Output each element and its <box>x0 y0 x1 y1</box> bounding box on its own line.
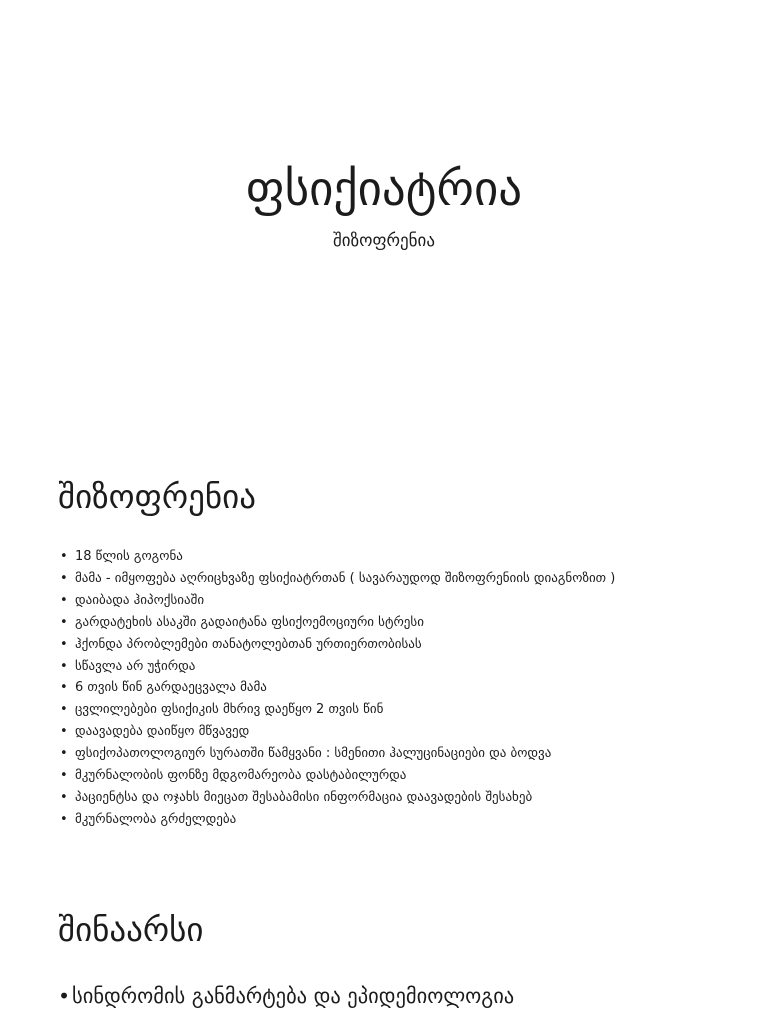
list-item <box>58 699 615 721</box>
bullet-marker: • <box>60 614 68 630</box>
list-item-text: 6 თვის წინ გარდაეცვალა მამა <box>75 680 267 696</box>
list-item <box>58 568 615 590</box>
list-item <box>58 546 615 568</box>
list-item-text: ფსიქოპათოლოგიურ სურათში წამყვანი : სმენითი ჰალუცინაციები და ბოდვა <box>75 746 552 762</box>
bullet-marker: • <box>60 724 68 740</box>
bullet-marker: • <box>60 549 68 564</box>
list-item-text: სწავლა არ უჭირდა <box>75 658 196 674</box>
bullet-marker: • <box>60 746 68 762</box>
list-item <box>58 983 514 1009</box>
list-item-text: სინდრომის განმარტება და ეპიდემიოლოგია <box>72 984 515 1008</box>
slide-title: ფსიქიატრია <box>245 162 523 217</box>
section-heading-contents: შინაარსი <box>58 910 204 949</box>
list-item-text: მკურნალობის ფონზე მდგომარეობა დასტაბილურდა <box>75 768 407 784</box>
slide-subtitle: შიზოფრენია <box>333 231 435 251</box>
bullet-marker: • <box>58 984 71 1008</box>
list-item <box>58 787 615 809</box>
bullet-marker: • <box>60 658 68 674</box>
list-item <box>58 721 615 743</box>
list-item-text: ჰქონდა პრობლემები თანატოლებთან ურთიერთობისას <box>75 636 422 652</box>
bullet-marker: • <box>60 811 68 827</box>
bullet-marker: • <box>60 636 68 652</box>
bullet-marker: • <box>60 592 68 608</box>
case-bullet-list <box>58 546 615 831</box>
list-item-text: მამა - იმყოფება აღრიცხვაზე ფსიქიატრთან ( სავარაუდოდ შიზოფრენიის დიაგნოზით ) <box>75 570 616 586</box>
list-item-text: 18 წლის გოგონა <box>75 549 183 564</box>
list-item-text: დაიბადა ჰიპოქსიაში <box>75 592 205 608</box>
section-heading-schizophrenia: შიზოფრენია <box>58 477 256 516</box>
list-item <box>58 590 615 612</box>
list-item <box>58 765 615 787</box>
contents-bullet-list <box>58 983 514 1009</box>
bullet-marker: • <box>60 680 68 696</box>
bullet-marker: • <box>60 570 68 586</box>
bullet-marker: • <box>60 768 68 784</box>
list-item <box>58 809 615 831</box>
list-item <box>58 677 615 699</box>
list-item-text: მკურნალობა გრძელდება <box>75 811 237 827</box>
list-item <box>58 743 615 765</box>
list-item-text: ცვლილებები ფსიქიკის მხრივ დაეწყო 2 თვის წინ <box>75 702 384 718</box>
list-item-text: დაავადება დაიწყო მწვავედ <box>75 724 250 740</box>
list-item <box>58 612 615 634</box>
bullet-marker: • <box>60 702 68 718</box>
bullet-marker: • <box>60 789 68 805</box>
list-item <box>58 656 615 678</box>
list-item <box>58 634 615 656</box>
list-item-text: გარდატეხის ასაკში გადაიტანა ფსიქოემოციური სტრესი <box>75 614 424 630</box>
list-item-text: პაციენტსა და ოჯახს მიეცათ შესაბამისი ინფორმაცია დაავადების შესახებ <box>75 789 533 805</box>
